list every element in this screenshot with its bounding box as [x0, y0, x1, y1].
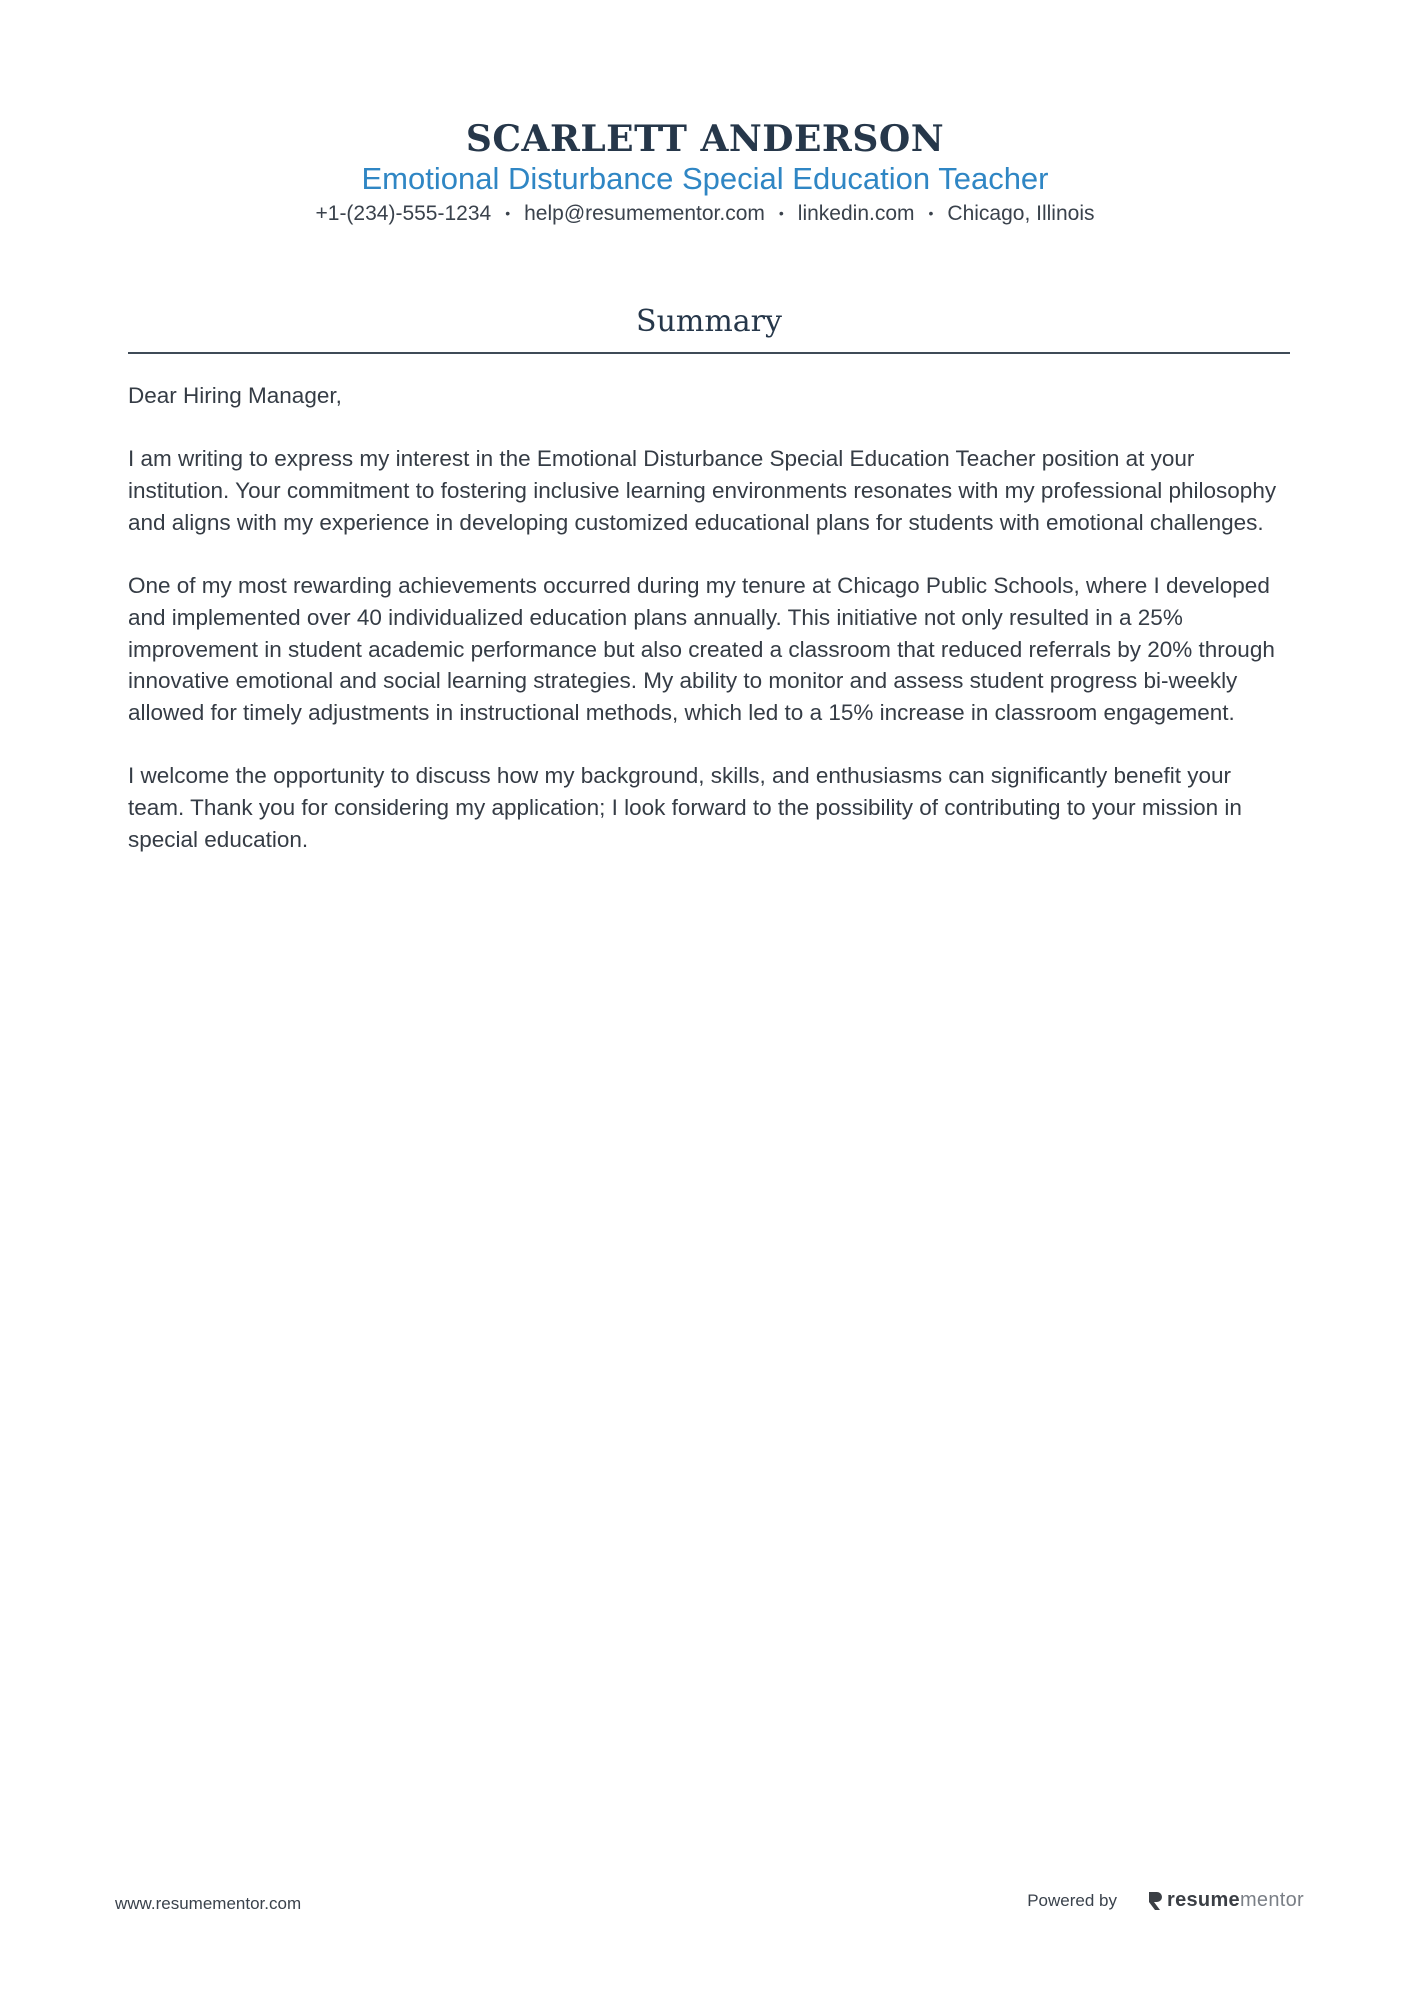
- contact-line: [0, 198, 1410, 229]
- brand-logo[interactable]: [1147, 1889, 1304, 1912]
- contact-phone: +1-(234)-555-1234: [315, 202, 492, 225]
- resumementor-logo-icon: [1147, 1890, 1163, 1912]
- brand-name-light: mentor: [1239, 1889, 1304, 1911]
- footer-branding: [1027, 1889, 1304, 1912]
- brand-name-bold: resume: [1167, 1889, 1240, 1911]
- separator-dot: •: [778, 205, 784, 221]
- section-heading-summary: Summary: [128, 302, 1290, 354]
- letter-paragraph-3: I welcome the opportunity to discuss how my background, skills, and enthusiasms can significantly benefit your team. Thank you for considering my application; I look forward to the possibility of contributing to your mission in special education.: [128, 763, 1242, 852]
- contact-location: Chicago, Illinois: [947, 202, 1095, 225]
- separator-dot: •: [505, 205, 511, 221]
- contact-email[interactable]: help@resumementor.com: [524, 202, 765, 225]
- separator-dot: •: [928, 205, 934, 221]
- candidate-name: SCARLETT ANDERSON: [465, 118, 945, 160]
- letter-paragraph-1: I am writing to express my interest in the Emotional Disturbance Special Education Teacher position at your institution. Your commitment to fostering inclusive learning environments resonates with my professional philosophy and aligns with my experience in developing customized educational plans for students with emotional challenges.: [128, 446, 1277, 535]
- letter-body: [128, 380, 1293, 887]
- resume-header: [0, 114, 1410, 229]
- footer-website[interactable]: www.resumementor.com: [115, 1894, 302, 1913]
- powered-by-label: Powered by: [1027, 1890, 1117, 1910]
- letter-greeting: Dear Hiring Manager,: [128, 383, 342, 408]
- contact-linkedin[interactable]: linkedin.com: [797, 202, 915, 225]
- job-title: Emotional Disturbance Special Education Teacher: [361, 161, 1049, 196]
- letter-paragraph-2: One of my most rewarding achievements occurred during my tenure at Chicago Public Schools, where I developed and implemented over 40 individualized education plans annually. This initiative not only resulted in a 25% improvement in student academic performance but also created a classroom that reduced referrals by 20% through innovative emotional and social learning strategies. My ability to monitor and assess student progress bi-weekly allowed for timely adjustments in instructional methods, which led to a 15% increase in classroom engagement.: [128, 573, 1275, 725]
